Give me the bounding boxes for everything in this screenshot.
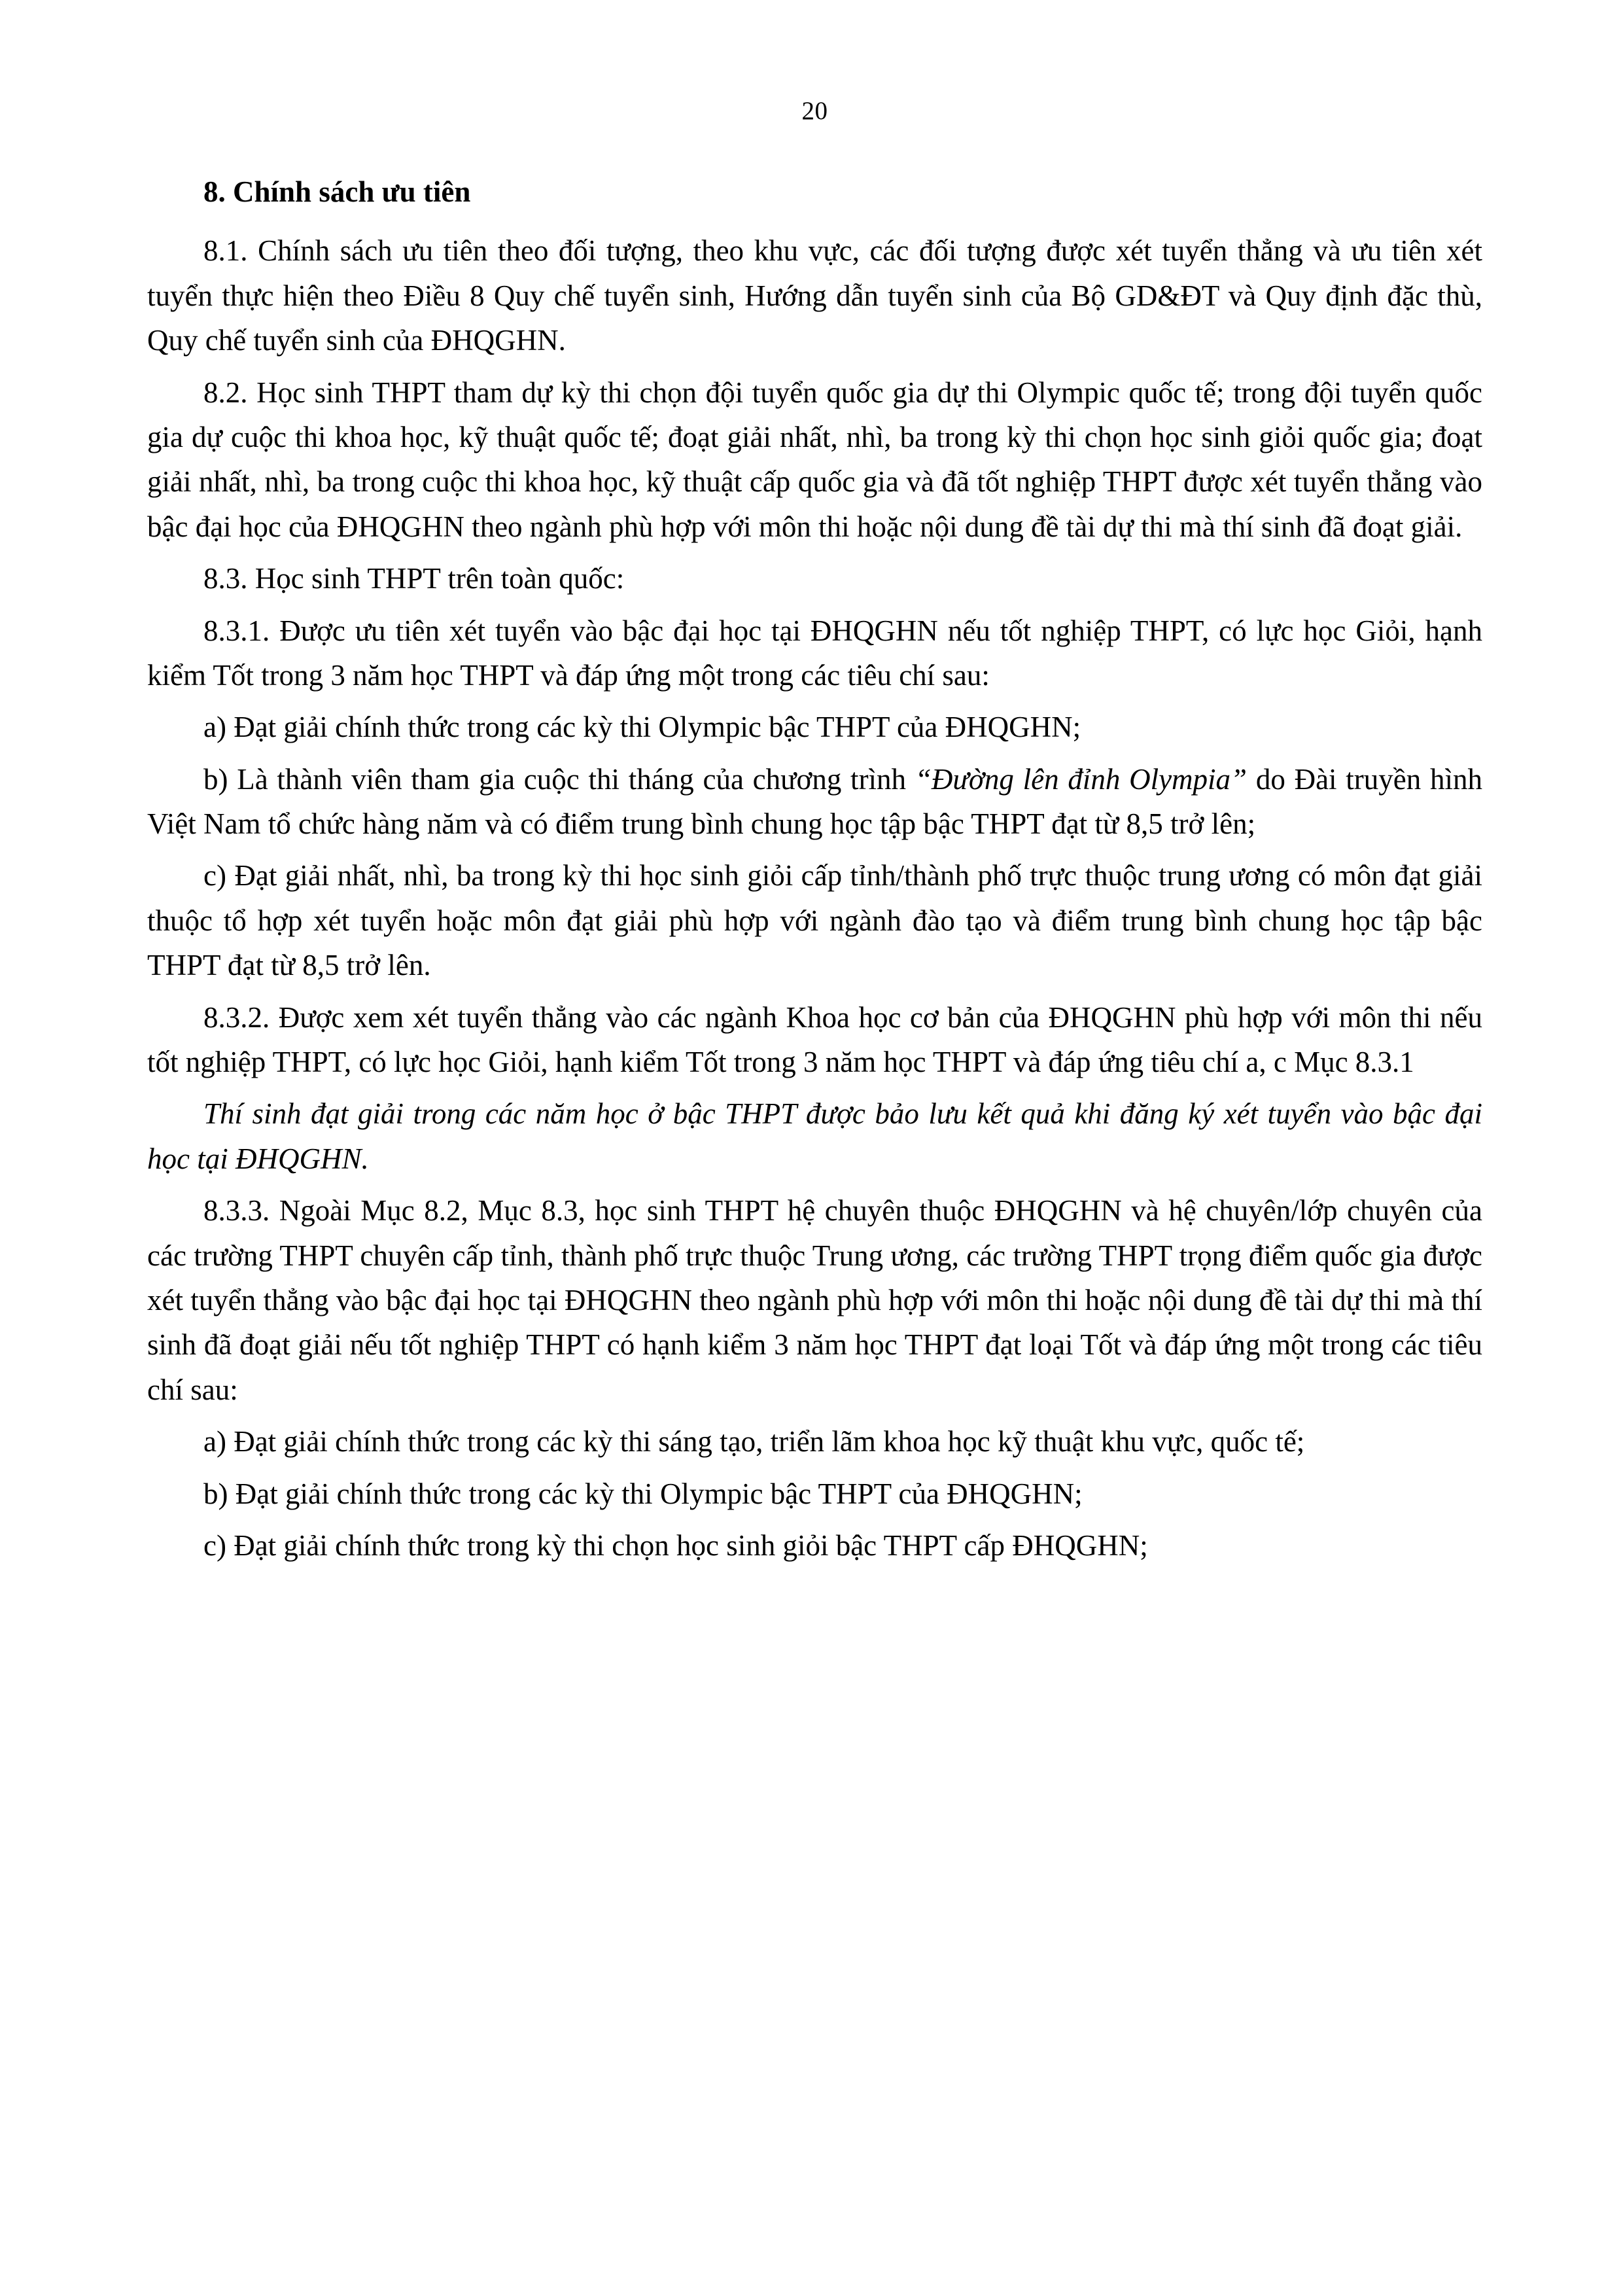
paragraph-note-italic: Thí sinh đạt giải trong các năm học ở bậc THPT được bảo lưu kết quả khi đăng ký xét tuyển vào bậc đại học tại ĐHQGHN.: [147, 1097, 1482, 1175]
paragraph-8-2: 8.2. Học sinh THPT tham dự kỳ thi chọn đội tuyển quốc gia dự thi Olympic quốc tế; trong đội tuyển quốc gia dự cuộc thi khoa học, kỹ thuật quốc tế; đoạt giải nhất, nhì, ba trong kỳ thi chọn học sinh giỏi quốc gia; đoạt giải nhất, nhì, ba trong cuộc thi khoa học, kỹ thuật cấp quốc gia và đã tốt nghiệp THPT được xét tuyển thẳng vào bậc đại học của ĐHQGHN theo ngành phù hợp với môn thi hoặc nội dung đề tài dự thi mà thí sinh đã đoạt giải.: [147, 376, 1482, 543]
paragraph-8-3-3-c: c) Đạt giải chính thức trong kỳ thi chọn học sinh giỏi bậc THPT cấp ĐHQGHN;: [203, 1528, 1148, 1562]
paragraph-8-3-1-b-prefix: b) Là thành viên tham gia cuộc thi tháng của chương trình: [203, 762, 915, 796]
paragraph-8-1: 8.1. Chính sách ưu tiên theo đối tượng, theo khu vực, các đối tượng được xét tuyển thẳng và ưu tiên xét tuyển thực hiện theo Điều 8 Quy chế tuyển sinh, Hướng dẫn tuyển sinh của Bộ GD&ĐT và Quy định đặc thù, Quy chế tuyển sinh của ĐHQGHN.: [147, 234, 1482, 357]
page-number: 20: [801, 97, 828, 125]
section-heading: 8. Chính sách ưu tiên: [203, 175, 471, 208]
paragraph-8-3-1: 8.3.1. Được ưu tiên xét tuyển vào bậc đại học tại ĐHQGHN nếu tốt nghiệp THPT, có lực học Giỏi, hạnh kiểm Tốt trong 3 năm học THPT và đáp ứng một trong các tiêu chí sau:: [147, 614, 1482, 692]
paragraph-8-3-3-a: a) Đạt giải chính thức trong các kỳ thi sáng tạo, triển lãm khoa học kỹ thuật khu vực, quốc tế;: [203, 1425, 1305, 1458]
paragraph-8-3-2: 8.3.2. Được xem xét tuyển thẳng vào các ngành Khoa học cơ bản của ĐHQGHN phù hợp với môn thi nếu tốt nghiệp THPT, có lực học Giỏi, hạnh kiểm Tốt trong 3 năm học THPT và đáp ứng tiêu chí a, c Mục 8.3.1: [147, 1000, 1482, 1079]
paragraph-8-3-1-b-suffix: do Đài truyền hình Việt Nam tổ chức hàng năm và có điểm trung bình chung học tập bậc THPT đạt từ 8,5 trở lên;: [147, 762, 1483, 841]
paragraph-8-3-1-c: c) Đạt giải nhất, nhì, ba trong kỳ thi học sinh giỏi cấp tỉnh/thành phố trực thuộc trung ương có môn đạt giải thuộc tổ hợp xét tuyển hoặc môn đạt giải phù hợp với ngành đào tạo và điểm trung bình chung học tập bậc THPT đạt từ 8,5 trở lên.: [147, 859, 1482, 982]
paragraph-8-3-1-b: [147, 757, 1482, 847]
paragraph-8-3: 8.3. Học sinh THPT trên toàn quốc:: [203, 562, 625, 595]
paragraph-8-3-3-b: b) Đạt giải chính thức trong các kỳ thi Olympic bậc THPT của ĐHQGHN;: [203, 1477, 1083, 1510]
paragraph-8-3-1-a: a) Đạt giải chính thức trong các kỳ thi Olympic bậc THPT của ĐHQGHN;: [203, 711, 1081, 744]
paragraph-8-3-3: 8.3.3. Ngoài Mục 8.2, Mục 8.3, học sinh THPT hệ chuyên thuộc ĐHQGHN và hệ chuyên/lớp chuyên của các trường THPT chuyên cấp tỉnh, thành phố trực thuộc Trung ương, các trường THPT trọng điểm quốc gia được xét tuyển thẳng vào bậc đại học tại ĐHQGHN theo ngành phù hợp với môn thi hoặc nội dung đề tài dự thi mà thí sinh đã đoạt giải nếu tốt nghiệp THPT có hạnh kiểm 3 năm học THPT đạt loại Tốt và đáp ứng một trong các tiêu chí sau:: [147, 1194, 1482, 1406]
document-body: [147, 169, 1482, 1568]
program-title-olympia: “Đường lên đỉnh Olympia”: [915, 762, 1248, 796]
